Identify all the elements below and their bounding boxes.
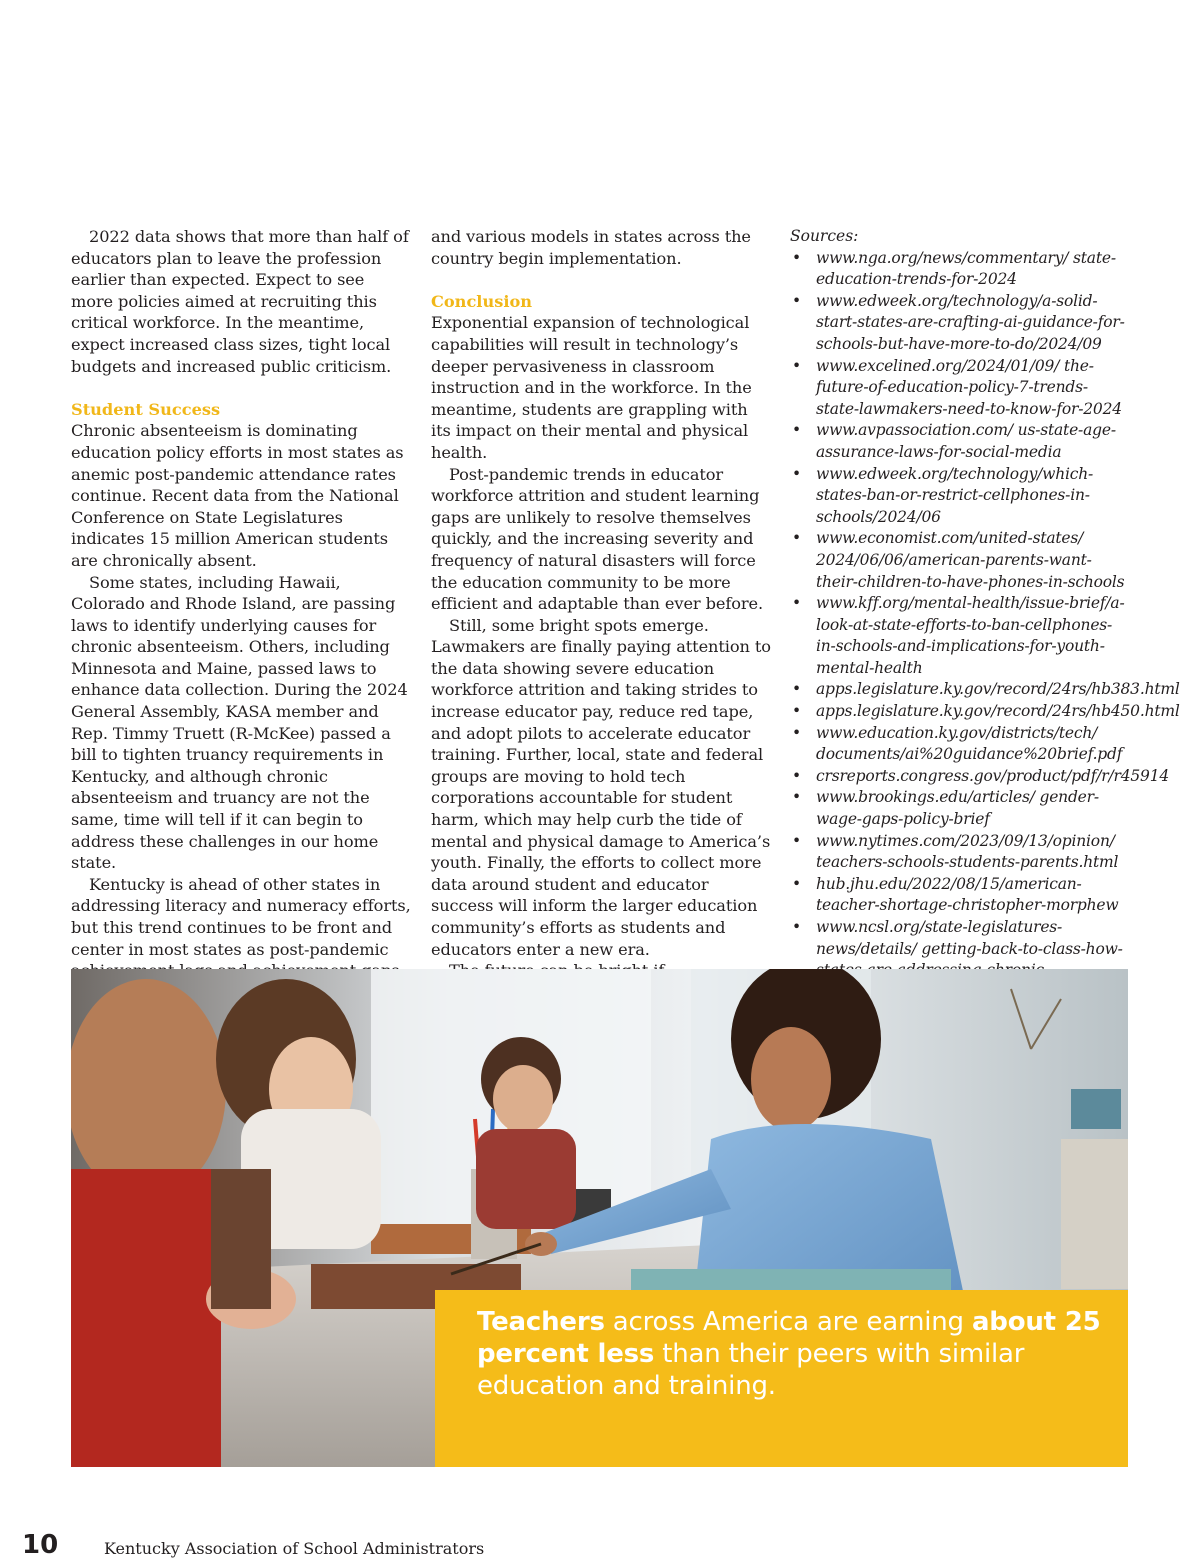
pull-quote-emphasis: Teachers [477,1307,605,1337]
body-paragraph: Post-pandemic trends in educator workforce attrition and student learning gaps are unlikely to resolve themselves quickly, and the increasing severity and frequency of natural disasters will force the education community to be more efficient and adaptable than ever before. [431,464,764,614]
source-link[interactable]: • www.brookings.edu/articles/ gender-wage-gaps-policy-brief [790,787,1130,830]
pull-quote-text [477,1306,1108,1402]
pull-quote-fragment: across America are earning [604,1307,972,1337]
source-link[interactable]: • www.edweek.org/technology/a-solid-start-states-are-crafting-ai-guidance-for-schools-but-have-more-to-do/2024/09 [790,291,1130,356]
page-number: 10 [22,1530,59,1560]
body-paragraph: Exponential expansion of technological capabilities will result in technology’s deeper pervasiveness in classroom instruction and in the workforce. In the meantime, students are grappling with its impact on their mental and physical health. [431,313,752,462]
body-paragraph: Chronic absenteeism is dominating education policy efforts in most states as anemic post-pandemic attendance rates continue. Recent data from the National Conference on State Legislatures indicates 15 million American students are chronically absent. [71,421,404,570]
body-paragraph: 2022 data shows that more than half of educators plan to leave the profession earlier than expected. Expect to see more policies aimed at recruiting this critical workforce. In the meantime, expect increased class sizes, tight local budgets and increased public criticism. [71,227,409,376]
pull-quote-callout [435,1290,1128,1467]
sources-heading: Sources: [790,227,859,245]
source-link[interactable]: • www.economist.com/united-states/ 2024/06/06/american-parents-want-their-children-to-have-phones-in-schools [790,528,1130,593]
source-link[interactable]: • www.edweek.org/technology/which-states-ban-or-restrict-cellphones-in-schools/2024/06 [790,464,1130,529]
body-paragraph: Kentucky is ahead of other states in addressing literacy and numeracy efforts, but this trend continues to be front and center in most states as post-pandemic [71,874,411,959]
source-link[interactable]: • hub.jhu.edu/2022/08/15/american-teacher-shortage-christopher-morphew [790,874,1130,917]
section-heading-conclusion: Conclusion [431,291,533,311]
pull-quote-emphasis: about 25 percent less [477,1307,1101,1369]
sources-column [790,226,1180,1003]
body-paragraph: Still, some bright spots emerge. Lawmakers are finally paying attention to the data showing severe education workforce attrition and taking strides to increase educator pay, reduce red tape, and adopt pilots to accelerate educator training. Further, local, state and federal groups are moving to hold tech corporations accountable for student harm, which may help curb the tide of mental and physical damage to America’s youth. Finally, the efforts to collect more data around student and educator success will inform the larger education community’s efforts as students and educators enter a new era. [431,615,771,959]
article-column-1 [71,226,411,1025]
article-column-2 [431,226,771,1025]
source-link[interactable]: • apps.legislature.ky.gov/record/24rs/hb383.html [790,679,1130,701]
sources-list [790,248,1180,1004]
section-heading-student-success: Student Success [71,399,221,419]
source-link[interactable]: • www.nga.org/news/commentary/ state-education-trends-for-2024 [790,248,1130,291]
body-paragraph: and various models in states across the country begin implementation. [431,227,751,268]
footer-organization: Kentucky Association of School Administrators [104,1539,485,1558]
source-link[interactable]: • www.excelined.org/2024/01/09/ the-future-of-education-policy-7-trends-state-lawmakers-need-to-know-for-2024 [790,356,1130,421]
body-paragraph: Some states, including Hawaii, Colorado and Rhode Island, are passing laws to identify underlying causes for chronic absenteeism. Others, including Minnesota and Maine, passed laws to enhance data collection. During the 2024 General Assembly, KASA member and Rep. Timmy Truett (R-McKee) passed a bill to tighten truancy requirements in Kentucky, and although chronic absenteeism and truancy are not the same, time will tell if it can begin to address these challenges in our home state. [71,572,408,873]
source-link[interactable]: • www.ncsl.org/state-legislatures-news/details/ getting-back-to-class-how- [790,917,1130,1003]
source-link[interactable]: • apps.legislature.ky.gov/record/24rs/hb450.html [790,701,1130,723]
source-link[interactable]: • www.kff.org/mental-health/issue-brief/a-look-at-state-efforts-to-ban-cellphones-in-schools-and-implications-for-youth-mental-health [790,593,1130,679]
source-link[interactable]: • www.nytimes.com/2023/09/13/opinion/ teachers-schools-students-parents.html [790,831,1130,874]
source-link[interactable]: • www.education.ky.gov/districts/tech/ documents/ai%20guidance%20brief.pdf [790,723,1130,766]
source-link[interactable]: • crsreports.congress.gov/product/pdf/r/r45914 [790,766,1130,788]
pull-quote-fragment: than their peers with similar education and training. [477,1339,1025,1401]
source-link[interactable]: • www.avpassociation.com/ us-state-age-assurance-laws-for-social-media [790,420,1130,463]
